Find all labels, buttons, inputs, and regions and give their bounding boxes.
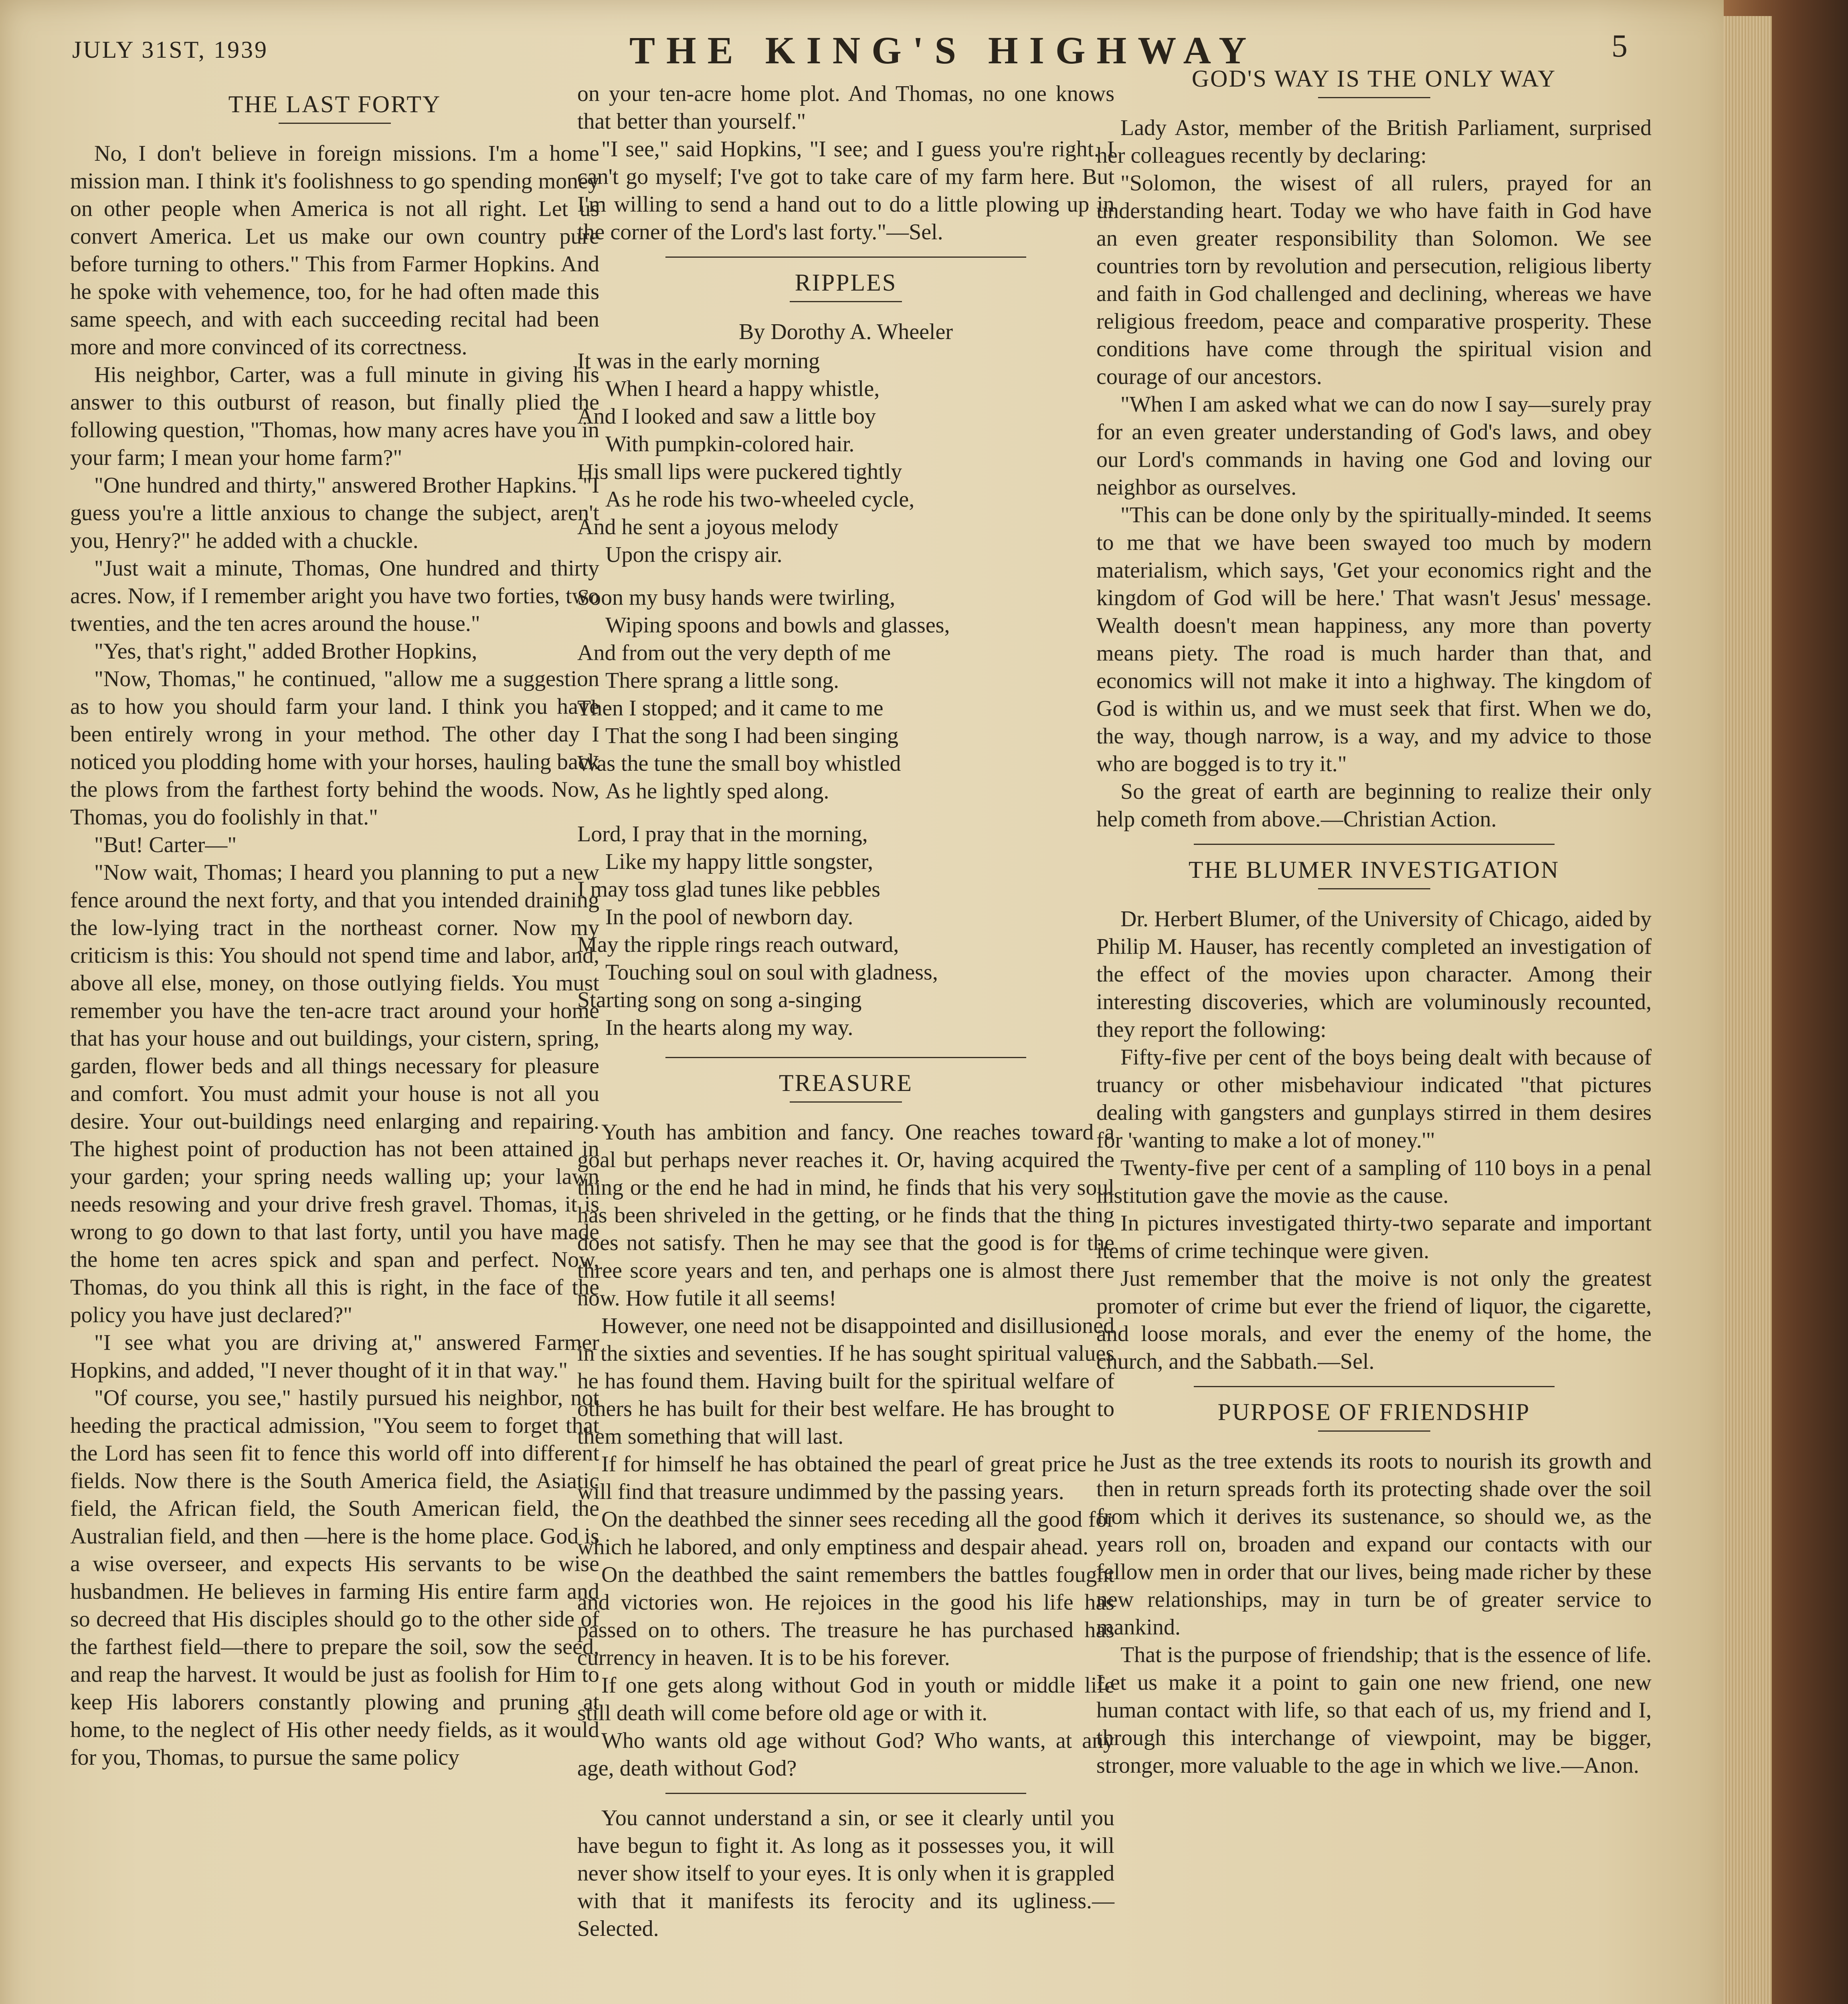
section-divider	[1194, 844, 1555, 845]
paragraph: On the deathbed the sinner sees receding all the good for which he labored, and only emptiness and despair ahead.	[577, 1507, 1114, 1560]
paragraph: "Now, Thomas," he continued, "allow me a suggestion as to how you should farm your land. I think you have been entirely wrong in your method. The other day I noticed you plodding home with your horses, hauling back the plows from the farthest forty behind the woods. Now, Thomas, you do foolishly in that."	[70, 667, 599, 830]
paragraph: His neighbor, Carter, was a full minute in giving his answer to this outburst of reason, but finally plied the following question, "Thomas, how many acres have you in your farm; I mean your home farm?"	[70, 362, 599, 470]
paragraph: "One hundred and thirty," answered Brother Hapkins. "I guess you're a little anxious to change the subject, aren't you, Henry?" he added with a chuckle.	[70, 473, 599, 553]
poem-stanza	[577, 820, 1114, 1042]
poem-line: Then I stopped; and it came to me	[577, 696, 884, 721]
poem-stanza	[577, 584, 1114, 805]
title-rule	[790, 1101, 902, 1103]
paragraph: Lady Astor, member of the British Parliament, surprised her colleagues recently by declaring:	[1096, 115, 1652, 168]
paragraph: So the great of earth are beginning to realize their only help cometh from above.—Christian Action.	[1096, 779, 1652, 832]
stacked-pages	[1724, 16, 1772, 2004]
article-title-gods-way: GOD'S WAY IS THE ONLY WAY	[1191, 65, 1557, 92]
poem-line: There sprang a little song.	[605, 668, 839, 693]
paragraph: "Solomon, the wisest of all rulers, prayed for an understanding heart. Today we who have faith in God have an even greater responsibility than Solomon. We see countries torn by revolution and persecution, religious liberty and faith in God challenged and declining, whereas we have religious freedom, peace and comparative prosperity. These conditions have come through the spiritual vision and courage of our ancestors.	[1096, 171, 1652, 389]
poem-line: In the pool of newborn day.	[605, 905, 853, 929]
poem-line: Touching soul on soul with gladness,	[605, 960, 938, 985]
poem-line: And he sent a joyous melody	[577, 515, 839, 539]
paragraph: "I see," said Hopkins, "I see; and I guess you're right. I can't go myself; I've got to take care of my farm here. But I'm willing to send a hand out to do a little plowing up in the corner of the Lord's last forty."—Sel.	[577, 137, 1114, 244]
section-divider	[665, 257, 1026, 258]
column-1	[70, 80, 599, 1772]
poem-line: Wiping spoons and bowls and glasses,	[605, 613, 950, 638]
paragraph: "Yes, that's right," added Brother Hopkins,	[94, 639, 477, 664]
paragraph: Dr. Herbert Blumer, of the University of Chicago, aided by Philip M. Hauser, has recently completed an investigation of the effect of the movies upon character. Among their interesting discoveries, which are voluminously recounted, they report the following:	[1096, 907, 1652, 1042]
poem-line: Starting song on song a-singing	[577, 988, 862, 1012]
poem-line: Soon my busy hands were twirling,	[577, 585, 896, 610]
poem-line: When I heard a happy whistle,	[605, 376, 880, 401]
paragraph: Just remember that the moive is not only the greatest promoter of crime but ever the friend of liquor, the cigarette, and loose morals, and ever the enemy of the home, the church, and the Sabbath.—Sel.	[1096, 1266, 1652, 1374]
paragraph: on your ten-acre home plot. And Thomas, no one knows that better than yourself."	[577, 81, 1114, 134]
issue-date: JULY 31ST, 1939	[72, 36, 268, 63]
paragraph: Twenty-five per cent of a sampling of 110 boys in a penal institution gave the movie as the cause.	[1096, 1156, 1652, 1208]
poem-line: That the song I had been singing	[605, 723, 898, 748]
poem-line: In the hearts along my way.	[605, 1015, 853, 1040]
poem-line: And I looked and saw a little boy	[577, 404, 876, 429]
article-title-last-forty: THE LAST FORTY	[228, 91, 441, 117]
title-rule	[279, 123, 391, 124]
poem-line: Lord, I pray that in the morning,	[577, 822, 868, 846]
paragraph: If one gets along without God in youth or middle life still death will come before old age or with it.	[577, 1673, 1114, 1725]
publication-title: THE KING'S HIGHWAY	[629, 29, 1258, 72]
paragraph: You cannot understand a sin, or see it clearly until you have begun to fight it. As long as it possesses you, it will never show itself to your eyes. It is only when it is grappled with that it manifests its ferocity and its ugliness.—Selected.	[577, 1806, 1114, 1941]
paragraph: However, one need not be disappointed and disillusioned in the sixties and seventies. If he has sought spiritual values he has found them. Having built for the spiritual welfare of others he has built for their best welfare. He has brought to them something that will last.	[577, 1313, 1114, 1449]
poem-line: Like my happy little songster,	[605, 849, 873, 874]
paragraph: Who wants old age without God? Who wants, at any age, death without God?	[577, 1728, 1114, 1781]
section-divider	[665, 1057, 1026, 1058]
page-number: 5	[1611, 28, 1629, 64]
poem-line: Was the tune the small boy whistled	[577, 751, 901, 776]
paragraph: Just as the tree extends its roots to nourish its growth and then in return spreads forth its protecting shade over the soil from which it derives its sustenance, so should we, as the years roll on, broaden and expand our contacts with our fellow men in order that our lives, being made richer by these new relationships, may in turn be of greater service to mankind.	[1096, 1449, 1652, 1640]
section-divider	[1194, 1386, 1555, 1387]
poem-line: With pumpkin-colored hair.	[605, 432, 855, 457]
poem-line: May the ripple rings reach outward,	[577, 932, 899, 957]
title-rule	[1318, 888, 1430, 889]
paragraph: "Just wait a minute, Thomas, One hundred and thirty acres. Now, if I remember aright you have two forties, two twenties, and the ten acres around the house."	[70, 556, 599, 636]
article-body-last-forty	[70, 140, 599, 1772]
poem-line: As he lightly sped along.	[605, 779, 829, 804]
poem-byline: By Dorothy A. Wheeler	[739, 319, 953, 344]
poem-line: I may toss glad tunes like pebbles	[577, 877, 880, 902]
article-title-treasure: TREASURE	[778, 1070, 913, 1096]
column-3	[1096, 65, 1652, 1780]
paragraph: If for himself he has obtained the pearl of great price he will find that treasure undimmed by the passing years.	[577, 1452, 1114, 1504]
paragraph: In pictures investigated thirty-two separate and important items of crime techinque were given.	[1096, 1211, 1652, 1263]
column-2	[577, 80, 1114, 1943]
paragraph: "When I am asked what we can do now I say—surely pray for an even greater understanding of God's laws, and obey our Lord's commands in having one God and loving our neighbor as ourselves.	[1096, 392, 1652, 500]
paragraph: That is the purpose of friendship; that is the essence of life. Let us make it a point to gain one new friend, one new human contact with life, so that each of us, my friend and I, through this interchange of viewpoint, may be bigger, stronger, more valuable to the age in which we live.—Anon.	[1096, 1642, 1652, 1778]
paragraph: Youth has ambition and fancy. One reaches toward a goal but perhaps never reaches it. Or, having acquired the thing or the end he had in mind, he finds that his very soul has been shriveled in the getting, or he finds that the thing does not satisfy. Then he may see that the good is for the three score years and ten, and perhaps one is almost there now. How futile it all seems!	[577, 1120, 1114, 1311]
poem-stanza	[577, 347, 1114, 569]
paragraph: "I see what you are driving at," answered Farmer Hopkins, and added, "I never thought of it in that way."	[70, 1330, 599, 1383]
paragraph: Fifty-five per cent of the boys being dealt with because of truancy or other misbehaviour indicated "that pictures dealing with gangsters and gunplays stirred in them desires for 'wanting to make a lot of money.'"	[1096, 1045, 1652, 1153]
title-rule	[790, 301, 902, 302]
title-rule	[1318, 1430, 1430, 1432]
paragraph: On the deathbed the saint remembers the battles fought and victories won. He rejoices in the good his life has passed on to others. The treasure he has purchased has currency in heaven. It is to be his forever.	[577, 1562, 1114, 1670]
article-title-ripples: RIPPLES	[795, 269, 897, 296]
poem-line: It was in the early morning	[577, 349, 820, 374]
poem-line: And from out the very depth of me	[577, 640, 891, 665]
article-title-friendship: PURPOSE OF FRIENDSHIP	[1217, 1399, 1531, 1425]
paragraph: "Of course, you see," hastily pursued his neighbor, not heeding the practical admission, "You seem to forget that the Lord has seen fit to fence this world off into different fields. Now there is the South America field, the Asiatic field, the African field, the South American field, the Australian field, and then —here is the home place. God is a wise overseer, and expects His servants to be wise husbandmen. He believes in farming His entire farm and so decreed that His disciples should go to the other side of the farthest field—there to prepare the soil, sow the seed, and reap the harvest. It would be just as foolish for Him to keep His laborers constantly plowing and pruning at home, to the neglect of His other needy fields, as it would for you, Thomas, to pursue the same policy	[70, 1386, 599, 1770]
poem-line: Upon the crispy air.	[605, 542, 782, 567]
book-page-edges	[1724, 0, 1848, 2004]
paragraph: "Now wait, Thomas; I heard you planning to put a new fence around the next forty, and that you intended draining the low-lying tract in the northeast corner. Now my criticism is this: You should not spend time and labor, and, above all else, money, on those outlying fields. You must remember you have the ten-acre tract around your home that has your house and out buildings, your cistern, spring, garden, flower beds and all things necessary for pleasure and comfort. You must admit your house is not all you desire. Your out-buildings need enlarging and repairing. The highest point of production has not been attained in your garden; your spring needs walling up; your lawn needs resowing and your drive fresh gravel. Thomas, it is wrong to go down to that last forty, until you have made the home ten acres spick and span and perfect. Now, Thomas, do you think all this is right, in the face of the policy you have just declared?"	[70, 860, 599, 1327]
poem-line: As he rode his two-wheeled cycle,	[605, 487, 915, 512]
paragraph: No, I don't believe in foreign missions. I'm a home mission man. I think it's foolishness to go spending money on other people when America is not all right. Let us convert America. Let us make our own country pure before turning to others." This from Farmer Hopkins. And he spoke with vehemence, too, for he had often made this same speech, and with each succeeding recital had been more and more convinced of its correctness.	[70, 141, 599, 360]
article-title-blumer: THE BLUMER INVESTIGATION	[1188, 857, 1560, 883]
paragraph: "This can be done only by the spiritually-minded. It seems to me that we have been swayed too much by modern materialism, which says, 'Get your economics right and the kingdom of God will be here.' That wasn't Jesus' message. Wealth doesn't mean happiness, any more than poverty means piety. The road is much harder than that, and economics will not make it into a highway. The kingdom of God is within us, and we must seek that first. When we do, the way, though narrow, is a way, and my advice to those who are bogged is to try it."	[1096, 503, 1652, 776]
section-divider	[665, 1793, 1026, 1794]
title-rule	[1318, 97, 1430, 98]
paragraph: "But! Carter—"	[94, 832, 237, 857]
poem-line: His small lips were puckered tightly	[577, 459, 902, 484]
